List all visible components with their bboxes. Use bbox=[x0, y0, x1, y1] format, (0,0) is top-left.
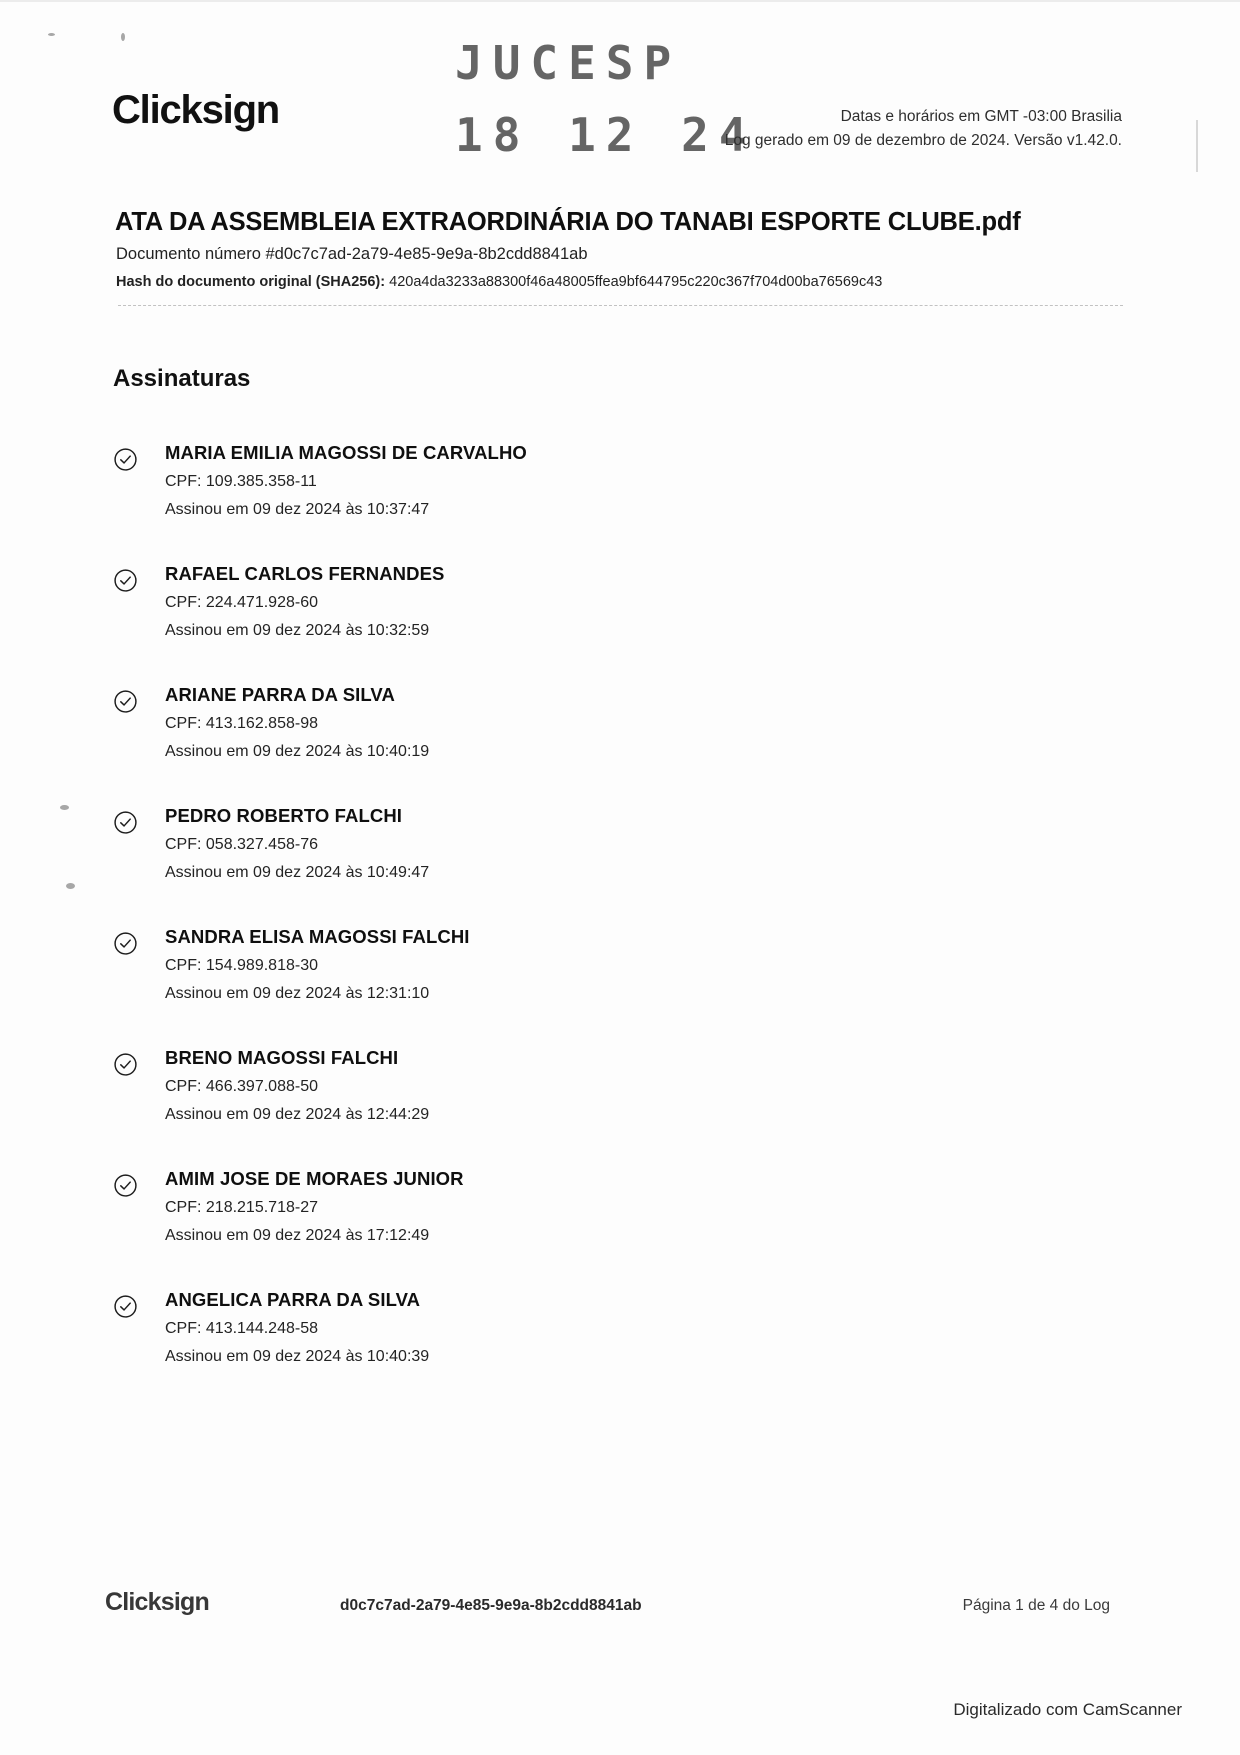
list-item bbox=[113, 1166, 1063, 1276]
list-item bbox=[113, 1287, 1063, 1397]
signer-name: BRENO MAGOSSI FALCHI bbox=[165, 1047, 399, 1068]
check-circle-icon bbox=[113, 689, 138, 714]
signer-timestamp: Assinou em 09 dez 2024 às 12:44:29 bbox=[165, 1106, 430, 1123]
divider bbox=[118, 305, 1123, 307]
list-item bbox=[113, 924, 1063, 1034]
clicksign-logo: Clicksign bbox=[112, 88, 280, 132]
list-item bbox=[113, 1045, 1063, 1155]
footer-logo: Clicksign bbox=[105, 1588, 209, 1616]
signer-cpf: CPF: 224.471.928-60 bbox=[165, 594, 318, 611]
signatures-heading: Assinaturas bbox=[113, 365, 251, 392]
check-circle-icon bbox=[113, 1294, 138, 1319]
check-circle-icon bbox=[113, 447, 138, 472]
document-hash-label: Hash do documento original (SHA256): bbox=[116, 274, 386, 290]
check-circle-icon bbox=[113, 810, 138, 835]
timezone-info bbox=[725, 105, 1122, 153]
scan-edge-line bbox=[0, 0, 1240, 2]
list-item bbox=[113, 561, 1063, 671]
scan-artifact bbox=[66, 883, 75, 889]
document-number: Documento número #d0c7c7ad-2a79-4e85-9e9a-8b2cdd8841ab bbox=[116, 245, 588, 263]
scan-artifact bbox=[121, 33, 125, 41]
signer-name: AMIM JOSE DE MORAES JUNIOR bbox=[165, 1168, 464, 1189]
document-hash-value: 420a4da3233a88300f46a48005ffea9bf644795c220c367f704d00ba76569c43 bbox=[389, 274, 883, 290]
timezone-line: Datas e horários em GMT -03:00 Brasilia bbox=[840, 108, 1122, 125]
camscanner-watermark: Digitalizado com CamScanner bbox=[953, 1700, 1182, 1719]
signer-name: SANDRA ELISA MAGOSSI FALCHI bbox=[165, 926, 470, 947]
page-title: ATA DA ASSEMBLEIA EXTRAORDINÁRIA DO TANABI ESPORTE CLUBE.pdf bbox=[115, 208, 1021, 236]
list-item bbox=[113, 803, 1063, 913]
signer-timestamp: Assinou em 09 dez 2024 às 10:40:39 bbox=[165, 1348, 430, 1365]
check-circle-icon bbox=[113, 1173, 138, 1198]
scan-artifact bbox=[48, 33, 55, 36]
document-hash bbox=[116, 274, 882, 290]
signer-cpf: CPF: 154.989.818-30 bbox=[165, 957, 318, 974]
list-item bbox=[113, 440, 1063, 550]
signer-cpf: CPF: 466.397.088-50 bbox=[165, 1078, 318, 1095]
log-version-line: Log gerado em 09 de dezembro de 2024. Versão v1.42.0. bbox=[724, 132, 1122, 149]
signer-cpf: CPF: 413.162.858-98 bbox=[165, 715, 318, 732]
check-circle-icon bbox=[113, 1052, 138, 1077]
signer-name: MARIA EMILIA MAGOSSI DE CARVALHO bbox=[165, 442, 527, 463]
signer-name: ANGELICA PARRA DA SILVA bbox=[165, 1289, 421, 1310]
signer-cpf: CPF: 109.385.358-11 bbox=[165, 473, 317, 490]
signer-timestamp: Assinou em 09 dez 2024 às 10:32:59 bbox=[165, 622, 430, 639]
signer-cpf: CPF: 218.215.718-27 bbox=[165, 1199, 318, 1216]
jucesp-stamp-line1: JUCESP bbox=[455, 36, 682, 90]
signer-cpf: CPF: 413.144.248-58 bbox=[165, 1320, 318, 1337]
signer-timestamp: Assinou em 09 dez 2024 às 17:12:49 bbox=[165, 1227, 430, 1244]
list-item bbox=[113, 682, 1063, 792]
scan-edge-line bbox=[1196, 120, 1198, 172]
signer-timestamp: Assinou em 09 dez 2024 às 12:31:10 bbox=[165, 985, 430, 1002]
signer-name: PEDRO ROBERTO FALCHI bbox=[165, 805, 403, 826]
scan-artifact bbox=[60, 805, 69, 810]
signer-timestamp: Assinou em 09 dez 2024 às 10:40:19 bbox=[165, 743, 430, 760]
check-circle-icon bbox=[113, 568, 138, 593]
signer-timestamp: Assinou em 09 dez 2024 às 10:37:47 bbox=[165, 501, 430, 518]
signer-name: RAFAEL CARLOS FERNANDES bbox=[165, 563, 445, 584]
check-circle-icon bbox=[113, 931, 138, 956]
signer-cpf: CPF: 058.327.458-76 bbox=[165, 836, 318, 853]
signature-list bbox=[113, 440, 1063, 1408]
signer-name: ARIANE PARRA DA SILVA bbox=[165, 684, 395, 705]
footer-page-info: Página 1 de 4 do Log bbox=[962, 1597, 1110, 1614]
signer-timestamp: Assinou em 09 dez 2024 às 10:49:47 bbox=[165, 864, 430, 881]
jucesp-stamp-line2: 18 12 24 bbox=[455, 108, 757, 162]
footer-document-id: d0c7c7ad-2a79-4e85-9e9a-8b2cdd8841ab bbox=[340, 1597, 642, 1614]
